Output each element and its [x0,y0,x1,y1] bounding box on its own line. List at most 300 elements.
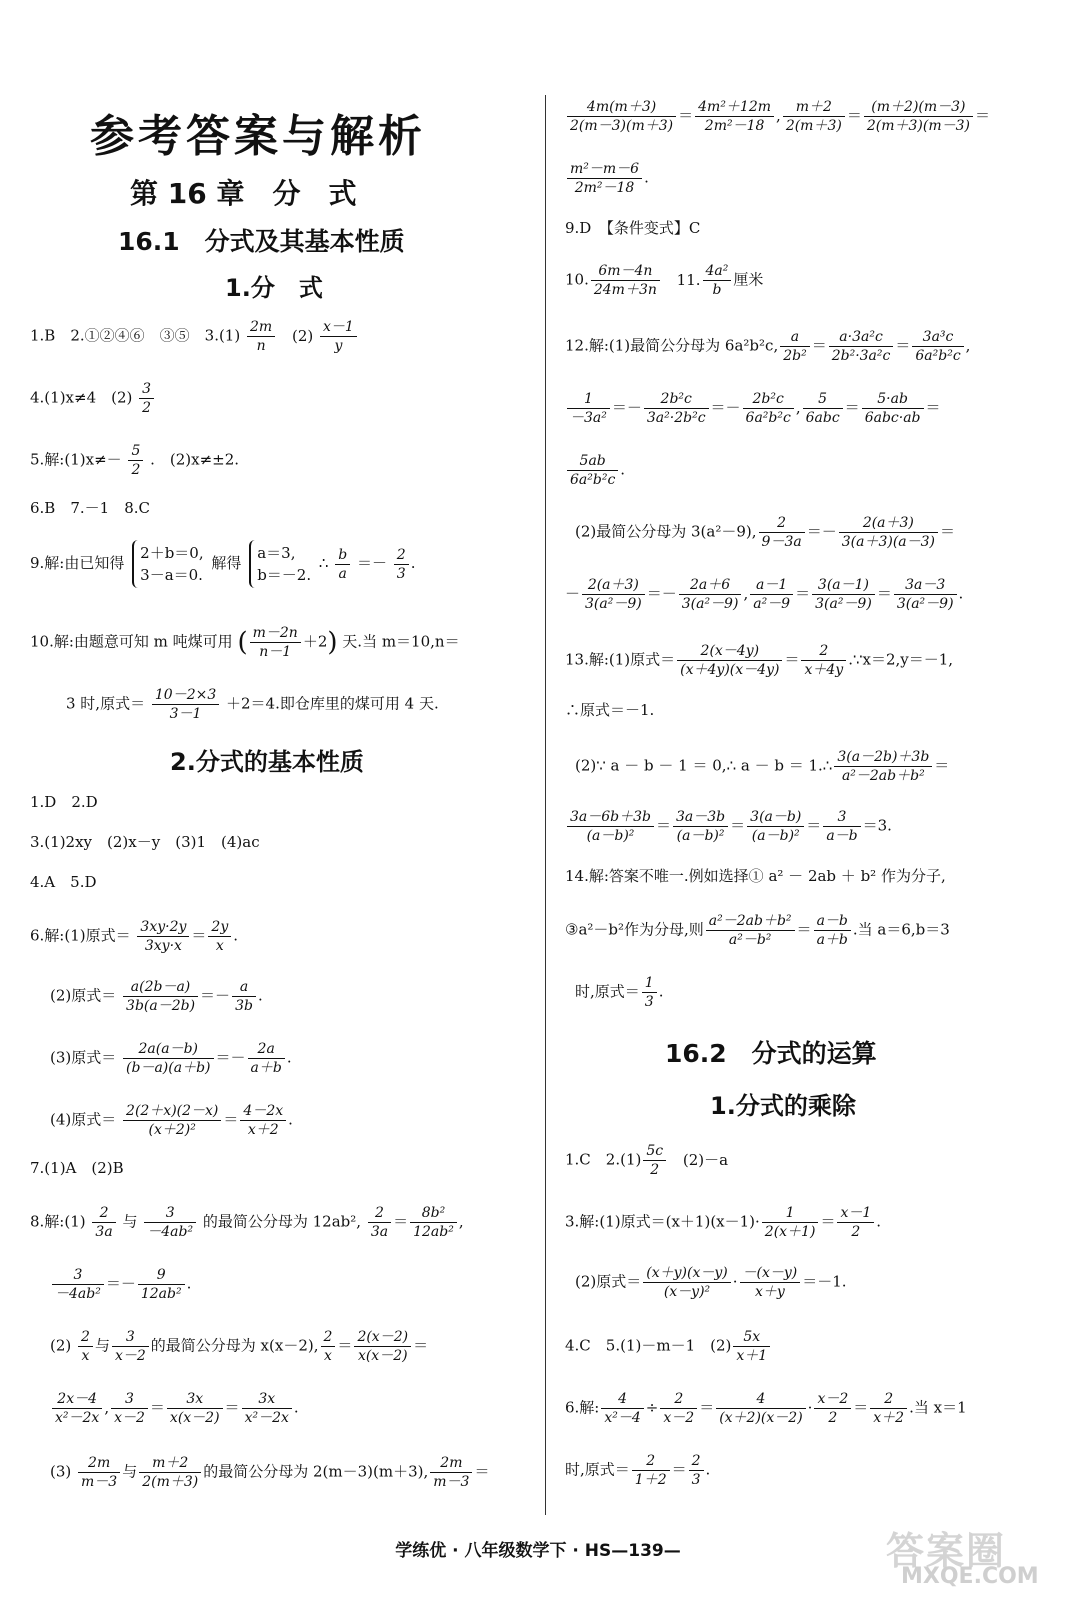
numerator: 4 [716,1390,805,1409]
fraction [812,576,875,613]
answer-line: 13.解:(1)原式＝ $\frac{2(x-4y)}{(x+4y)(x-4y)}$ ＝ $\frac{2}{x+4y}$ .∵x＝2,y＝－1, [565,643,954,678]
denominator: 3xy·x [144,938,182,954]
denominator: (a－b)² [751,828,800,844]
answer-line: (2)最简公分母为 3(a²－9), $\frac{2}{9-3a}$ ＝－ $\frac{2(a+3)}{3(a+3)(a-3)}$ ＝ [575,515,956,550]
denominator: a＋b [816,932,848,948]
answer-line: 时,原式＝ $\frac{2}{1+2}$ ＝ $\frac{2}{3}$ . [565,1453,711,1488]
answer-text: ( [237,627,248,658]
numerator: 2a＋6 [679,576,742,595]
numerator: 5 [128,442,143,461]
answer-text: (2) [291,326,314,345]
fraction [320,318,357,355]
answer-line: 6.解:(1)原式＝ $\frac{3xy\cdot 2y}{3xy\cdot x}$ ＝ $\frac{2y}{x}$ . [30,919,239,954]
answer-text: ③a²－b²作为分母,则 [565,920,704,939]
numerator: 4m(m＋3) [567,98,676,117]
denominator: a [338,565,347,582]
answer-text: ＋2 [302,632,328,651]
fraction [335,546,350,583]
answer-line: 1.D 2.D [30,793,98,811]
fraction [839,514,938,551]
answer-text: 5.解:(1)x≠－ [30,450,122,469]
fraction [52,1266,104,1303]
numerator: 3 [111,1390,148,1409]
denominator: (a－b)² [676,828,725,844]
answer-text: 1.B 2.①②④⑥ ③⑤ 3.(1) [30,326,241,345]
numerator: a [232,978,256,997]
denominator: 3b [235,998,253,1014]
numerator: 4－2x [240,1102,286,1121]
answer-text: 6.解:(1)原式＝ [30,926,131,945]
denominator: 3a [370,1224,389,1240]
fraction [780,328,809,365]
watermark-url: MXQE.COM [901,1564,1039,1589]
fraction [430,1454,472,1491]
fraction [716,1390,805,1427]
numerator: a²－2ab＋b² [706,912,795,931]
numerator: 3 [139,380,154,399]
denominator: x＋y [754,1284,785,1300]
fraction [410,1204,457,1241]
answer-text: 与 [122,1212,138,1231]
denominator: a²－b² [728,932,772,948]
answer-line: $\frac{2x-4}{\text{x²－2x}}$ , $\frac{3}{x-2}$ ＝ $\frac{3x}{x(x-2)}$ ＝ $\frac{3x}{\text{x²－2x}}$ . [50,1390,299,1427]
denominator: 3a²·2b²c [646,410,706,426]
answer-line [66,686,439,723]
chapter-title: 第 16 章 分 式 [130,177,357,210]
answer-text: . (2)x≠±2. [150,450,240,469]
fraction [912,328,963,365]
fraction [747,808,804,845]
answer-text: 11. [676,270,701,289]
numerator: 9 [138,1266,185,1285]
numerator: 2 [321,1328,336,1347]
answer-line: ∴原式＝－1. [565,701,655,719]
denominator: 2(m＋3) [142,1474,199,1490]
denominator: 2 [142,400,152,416]
fraction [862,390,924,427]
denominator: 2b²·3a²c [831,348,891,364]
denominator: 3(a²－9) [896,596,954,612]
watermark [866,1520,1066,1590]
numerator: x－2 [814,1390,851,1409]
denominator: 2m²－18 [574,180,635,196]
fraction [78,1328,93,1365]
numerator: a·3a²c [829,328,894,347]
answer-text: ＝－ [356,554,387,572]
numerator: 2 [368,1204,391,1223]
numerator: 3(a－b) [747,808,804,827]
numerator: 2 [759,514,805,533]
numerator: 5 [803,390,843,409]
fraction [247,318,275,355]
answer-text: (3) [50,1462,72,1481]
fraction [152,686,219,723]
numerator: 3xy·2y [137,918,189,937]
column-divider [545,95,546,1515]
answer-text: 4.(1)x≠4 (2) [30,388,133,407]
fraction [567,390,610,427]
denominator: (x＋4y)(x－4y) [680,662,780,678]
numerator: m²－m－6 [567,160,642,179]
answer-text: 12.解:(1)最简公分母为 6a²b²c, [565,336,779,355]
numerator: m＋2 [139,1454,201,1473]
fraction [250,624,301,661]
numerator: 2m [430,1454,472,1473]
numerator: 3 [144,1204,196,1223]
numerator: 2m [247,318,275,337]
answer-line: $\frac{4m(m+3)}{2(m-3)(m+3)}$ ＝ $\frac{\text{4m²＋12m}}{\text{2m²－18}}$ , $\frac{m+2}{2(m+3)}$ ＝ $\frac{(m+2)(m-3)}{2(m+3)(m-3)}$ ＝ [565,98,990,135]
answer-text: (3)原式＝ [50,1048,117,1067]
denominator: n－1 [259,644,292,660]
numerator: 3(a－2b)＋3b [834,748,932,767]
answer-text: 3 时,原式＝ [66,694,146,713]
numerator: 3a³c [912,328,963,347]
denominator: x－2 [114,1410,145,1426]
answer-text: 1.C 2.(1) [565,1150,642,1169]
answer-text: (2)原式＝ [575,1272,642,1291]
fraction [582,576,645,613]
fraction [232,978,256,1015]
fraction [814,1390,851,1427]
denominator: 3(a²－9) [815,596,872,612]
numerator: 2 [689,1452,704,1471]
answer-line: ③a²－b²作为分母,则 $\frac{\text{a²－2ab＋b²}}{\text{a²－b²}}$ ＝ $\frac{a-b}{a+b}$ .当 a＝6,b＝3 [565,913,950,948]
fraction [703,262,732,299]
answer-text: 解得 [211,554,242,572]
denominator: 3a [95,1224,113,1240]
numerator: 2 [78,1328,93,1347]
fraction [814,912,851,949]
numerator: 4a² [703,262,732,281]
fraction [660,1390,697,1427]
fraction [673,808,728,845]
numerator: a [780,328,809,347]
answer-text: 当 x＝1 [913,1398,967,1417]
denominator: a－b [826,828,858,844]
numerator: 3(a－1) [812,576,875,595]
denominator: a＋b [250,1060,282,1076]
numerator: 2m [78,1454,120,1473]
denominator: 3(a＋3)(a－3) [841,534,935,550]
fraction [750,576,793,613]
numerator: 1 [567,390,610,409]
fraction [689,1452,704,1489]
numerator: b [335,546,350,565]
denominator: －4ab² [55,1286,101,1302]
denominator: m－3 [81,1474,118,1490]
fraction [733,1328,770,1365]
denominator: x＋2 [247,1122,279,1138]
fraction [123,978,198,1015]
fraction [643,1142,666,1179]
denominator: 6abc·ab [864,410,921,426]
fraction [567,98,676,135]
numerator: 3a－6b＋3b [567,808,654,827]
numerator: 2(a＋3) [839,514,938,533]
answer-text: 厘米 [733,270,764,289]
denominator: x [81,1348,90,1364]
denominator: x＋4y [804,662,844,678]
numerator: m－2n [250,624,301,643]
denominator: 6abc [805,410,840,426]
numerator: 2(x－4y) [677,642,782,661]
fraction [92,1204,115,1241]
denominator: n [256,338,266,354]
fraction [894,576,957,613]
numerator: 2b²c [743,390,794,409]
answer-line: (2)原式＝ $\frac{a(2b-a)}{3b(a-2b)}$ ＝－ $\frac{a}{3b}$ . [50,979,263,1014]
denominator: 2(m＋3)(m－3) [866,118,970,134]
numerator: 5·ab [862,390,924,409]
answer-text: 4.C 5.(1)－m－1 (2) [565,1336,732,1355]
fraction [242,1390,292,1427]
answer-line: 12.解:(1)最简公分母为 6a²b²c, $\frac{a}{\text{2b²}}$ ＝ $\frac{\text{a·3a²c}}{\text{2b²·3a²c}}$ ＝ $\frac{\text{3a³c}}{\text{6a²b²c}}$ , [565,329,971,364]
fraction [128,442,143,479]
section-title: 16.1 分式及其基本性质 [118,227,405,256]
numerator: 2 [92,1204,115,1223]
numerator: 1 [762,1204,819,1223]
fraction [829,328,894,365]
numerator: 2a [248,1040,285,1059]
equation-system: 2＋b＝0, 3－a＝0. [132,540,203,588]
equation-system: a＝3, b＝－2. [249,540,311,588]
numerator: 2y [208,918,231,937]
numerator: 3a－3b [673,808,728,827]
fraction [803,390,843,427]
subsection-title: 2.分式的基本性质 [170,748,364,776]
denominator: x(x－2) [357,1348,408,1364]
answer-text: ＋2＝4.即仓库里的煤可用 4 天. [226,694,439,713]
fraction [644,390,709,427]
denominator: (x－y)² [663,1284,711,1300]
fraction [762,1204,819,1241]
answer-line: $\frac{3a-6b+3b}{\text{(a－b)²}}$ ＝ $\frac{3a-3b}{\text{(a－b)²}}$ ＝ $\frac{3(a-b)}{\text{(a－b)²}}$ ＝ $\frac{3}{a-b}$ ＝3. [565,808,892,845]
denominator: －4ab² [147,1224,194,1240]
fraction [144,1204,196,1241]
denominator: x²－2x [244,1410,289,1426]
numerator: 3 [52,1266,104,1285]
numerator: 3 [112,1328,149,1347]
fraction [642,974,657,1011]
denominator: 2b² [783,348,807,364]
answer-line: 4.A 5.D [30,873,97,891]
answer-line: (3)原式＝ $\frac{2a(a-b)}{(b-a)(a+b)}$ ＝－ $\frac{2a}{a+b}$ . [50,1041,292,1076]
numerator: m＋2 [783,98,845,117]
denominator: 2(m－3)(m＋3) [570,118,674,134]
answer-text: ∴ [318,554,329,572]
denominator: x－2 [114,1348,146,1364]
answer-line: 6.解: $\frac{4}{\text{x²－4}}$ ÷ $\frac{2}{x-2}$ ＝ $\frac{4}{(x+2)(x-2)}$ · $\frac{x-2}{2}$ ＝ $\frac{2}{x+2}$ .当 x＝1 [565,1391,967,1426]
denominator: 3 [644,994,654,1010]
fraction [740,1264,801,1301]
numerator: 2(2＋x)(2－x) [123,1102,221,1121]
fraction [112,1328,149,1365]
answer-text: 10. [565,270,589,289]
fraction [138,1266,185,1303]
denominator: x－2 [663,1410,695,1426]
numerator: a(2b－a) [123,978,198,997]
numerator: 5c [643,1142,666,1161]
fraction [139,1454,201,1491]
answer-text: 3.解:(1)原式＝(x＋1)(x－1)· [565,1212,760,1231]
answer-line [565,262,763,299]
denominator: x²－4 [604,1410,641,1426]
fraction [78,1454,120,1491]
denominator: (a－b)² [586,828,635,844]
answer-text: (2)∵ a － b － 1 ＝ 0,∴ a － b ＝ 1.∴ [575,756,833,775]
fraction [864,98,973,135]
denominator: x(x－2) [169,1410,220,1426]
answer-line [565,1142,728,1179]
fraction [679,576,742,613]
denominator: (x＋2)(x－2) [719,1410,803,1426]
numerator: 6m－4n [591,262,660,281]
denominator: 9－3a [761,534,802,550]
answer-line [30,318,359,355]
numerator: 5x [733,1328,770,1347]
answer-line: 9.D 【条件变式】C [565,219,701,237]
watermark-text: 答案圈 [886,1529,1007,1573]
denominator: 2 [851,1224,861,1240]
answer-line: 9.解:由已知得 2＋b＝0, 3－a＝0. 解得 a＝3, b＝－2. ∴ $\frac{b}{a}$ ＝－ $\frac{2}{3}$ . [30,540,415,588]
answer-line: $\frac{\text{m²－m－6}}{\text{2m²－18}}$ . [565,160,649,197]
numerator: 1 [642,974,657,993]
answer-text: 6.解: [565,1398,600,1417]
numerator: 2(x－2) [354,1328,411,1347]
answer-line: $\frac{1}{\text{－3a²}}$ ＝－ $\frac{\text{2b²c}}{\text{3a²·2b²c}}$ ＝－ $\frac{\text{2b²c}}{\text{6a²b²c}}$ , 5 6abc ＝ 5·ab 6abc·ab ＝ [565,390,941,427]
denominator: 3 [691,1472,701,1488]
fraction [208,918,231,955]
answer-text: 9.解:由已知得 [30,554,125,572]
fraction [139,380,154,417]
denominator: 6a²b²c [745,410,791,426]
denominator: 3(a²－9) [681,596,739,612]
answer-line: 6.B 7.－1 8.C [30,499,150,517]
fraction [677,642,782,679]
denominator: 6a²b²c [570,472,616,488]
fraction [394,546,409,583]
denominator: a²－9 [753,596,791,612]
numerator: 3x [167,1390,223,1409]
answer-text: 13.解:(1)原式＝ [565,650,676,669]
answer-line: $\frac{5ab}{\text{6a²b²c}}$ . [565,452,625,489]
denominator: 3 [396,565,406,582]
answer-line: (2)∵ a － b － 1 ＝ 0,∴ a － b ＝ 1.∴ $\frac{3(a-2b)+3b}{\text{a²－2ab＋b²}}$ ＝ [575,749,950,784]
answer-text: 的最简公分母为 12ab², [202,1212,362,1231]
numerator: 2 [870,1390,907,1409]
denominator: 1＋2 [634,1472,667,1488]
denominator: 24m＋3n [593,282,657,298]
fraction [248,1040,285,1077]
fraction [321,1328,336,1365]
denominator: 3b(a－2b) [126,998,196,1014]
numerator: 2x－4 [52,1390,102,1409]
answer-line: 14.解:答案不唯一.例如选择① a² － 2ab ＋ b² 作为分子, [565,867,946,885]
denominator: 3(a²－9) [585,596,642,612]
fraction [643,1264,730,1301]
fraction [837,1204,874,1241]
denominator: x [215,938,224,954]
denominator: (b－a)(a＋b) [126,1060,211,1076]
answer-text: (2)最简公分母为 3(a²－9), [575,522,757,541]
denominator: x [324,1348,332,1364]
answer-text: (2)－a [682,1150,729,1169]
answer-line [30,442,239,479]
answer-text: 与 [94,1336,110,1355]
numerator: 2 [632,1452,670,1471]
denominator: y [334,338,343,354]
answer-line: 3.解:(1)原式＝(x＋1)(x－1)· $\frac{1}{2(x+1)}$ ＝ $\frac{x-1}{2}$ . [565,1205,882,1240]
fraction [591,262,660,299]
denominator: 3－1 [169,706,202,722]
answer-line: (4)原式＝ $\frac{2(2+x)(2-x)}{\text{(x＋2)²}}$ ＝ $\frac{4-2x}{x+2}$ . [50,1103,293,1138]
fraction [111,1390,148,1427]
answer-text: 10.解:由题意可知 m 吨煤可用 [30,632,233,651]
denominator: 12ab² [140,1286,182,1302]
answer-text: (2)原式＝ [50,986,117,1005]
fraction [52,1390,102,1427]
fraction [695,98,774,135]
page-footer: 学练优 · 八年级数学下 · HS—139— [395,1541,681,1561]
denominator: 2 [828,1410,838,1426]
numerator: 2 [801,642,846,661]
denominator: －3a² [570,410,607,426]
denominator: x＋2 [873,1410,905,1426]
denominator: (x＋2)² [148,1122,196,1138]
answer-text: 当 a＝6,b＝3 [857,920,950,939]
denominator: a²－2ab＋b² [841,768,925,784]
answer-text: ＝－1. [802,1272,847,1291]
answer-text: 8.解:(1) [30,1212,86,1231]
answer-text: 的最简公分母为 2(m－3)(m＋3), [203,1462,429,1481]
numerator: 3 [823,808,860,827]
answer-text: 天.当 m＝10,n＝ [342,632,460,651]
denominator: 2 [650,1162,660,1178]
answer-text: 与 [122,1462,138,1481]
numerator: 3x [242,1390,292,1409]
fraction [601,1390,643,1427]
denominator: 2 [131,462,141,478]
fraction [354,1328,411,1365]
answer-text: 时,原式＝ [575,982,640,1001]
fraction [240,1102,286,1139]
answer-text: ＝3. [862,816,892,835]
numerator: 5ab [567,452,618,471]
subsection-title: 1.分式的乘除 [710,1092,856,1120]
section-title: 16.2 分式的运算 [665,1039,877,1068]
denominator: m－3 [433,1474,470,1490]
denominator: 12ab² [413,1224,454,1240]
answer-text: (2) [50,1336,72,1355]
fraction [759,514,805,551]
fraction [801,642,846,679]
numerator: (m＋2)(m－3) [864,98,973,117]
fraction [567,452,618,489]
denominator: 2(m＋3) [785,118,842,134]
numerator: a－b [814,912,851,931]
fraction [567,160,642,197]
fraction [706,912,795,949]
subsection-title: 1.分 式 [225,274,323,302]
numerator: x－1 [837,1204,874,1223]
numerator: －(x－y) [740,1264,801,1283]
answer-line: 3.(1)2xy (2)x－y (3)1 (4)ac [30,833,260,851]
numerator: a－1 [750,576,793,595]
fraction [823,808,860,845]
fraction [368,1204,391,1241]
answer-text: 时,原式＝ [565,1460,630,1479]
numerator: 10－2×3 [152,686,219,705]
